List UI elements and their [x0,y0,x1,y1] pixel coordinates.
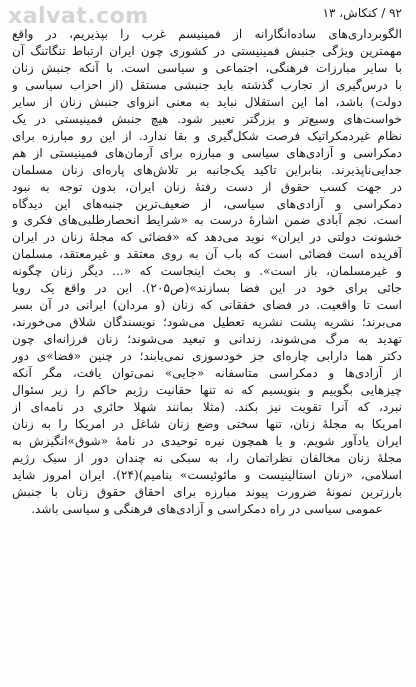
text-line: ایران یادآور شویم. و یا همچون نیره توحیدی در نامهٔ «شوق»انگیزش به [12,433,402,448]
running-head: ۹۲ / کنکاش، ۱۳ [322,6,402,20]
text-line: جائی برای خود در این فضا بسازند»(ص۲۰۵). این در واقع یک رویا [12,281,402,296]
text-line: است تا واقعیت. در فضای خفقانی که زنان (و مردان) ایرانی در آن بسر [12,298,402,313]
text-line: آفریده است فضائی است که باب آن به روی معتقد و غیرمعتقد، مسلمان [12,247,402,262]
text-line: دولت) باشد، اما این استقلال نباید به معنی انزوای جنبش زنان از سایر [12,94,402,109]
text-line: بارزترین نمونهٔ ضرورت پیوند مبارزه برای احقاق حقوق زنان با جنبش [12,484,402,499]
text-line: خواست‌های وسیع‌تر و بزرگتر تعبیر شود. هیچ جنبش فمینیستی در یک [12,111,402,126]
text-line: با سایر مبارزات فرهنگی، اجتماعی و سیاسی است. با آنکه جنبش زنان [12,60,402,75]
text-line: خشونت دولتی در ایران» نوید می‌دهد که «فضائی که مجلهٔ زنان در ایران [12,230,402,245]
text-line: است. نجم آبادی ضمن اشارهٔ درست به «شرایط انحصارطلبی‌های فکری و [12,213,402,228]
body-text [12,26,402,518]
text-line: نبرد، که آنرا تقویت نیز بکند. (مثلا بمانند شهلا حائری در نامه‌ای از [12,399,402,414]
text-line: می‌برند؛ نشریه پشت نشریه تعطیل می‌شود؛ نویسندگان شلاق می‌خورند، [12,315,402,330]
text-line: و غیرمسلمان، باز است». و بحث اینجاست که «... دیگر زنان چگونه [12,264,402,279]
text-line: اسلامی، «زنان استالینیست و مائوئیست» بنامیم)(۲۴). ایران امروز شاید [12,467,402,482]
text-line: عمومی سیاسی در راه دمکراسی و آزادی‌های فرهنگی و سیاسی باشد. [31,501,383,516]
text-line: دمکراسی و آزادی‌های سیاسی و مبارزه برای آرمان‌های فمینیستی از هم [12,145,402,160]
text-line: امریکا به مجلهٔ زنان، تنها سختی وضع زنان شاغل در امریکا را به زنان [12,416,402,431]
text-line: دمکراسی و آزادی‌های سیاسی، از ضعیف‌ترین جنبه‌های این دیدگاه [12,196,402,211]
text-line: نظام غیردمکراتیک فرصت شکل‌گیری و بقا ندارد. از این رو مبارزه برای [12,128,402,143]
text-line: جدایی‌ناپذیرند. بنابراین تاکید یک‌جانبه بر تلاش‌های پاره‌ای زنان مسلمان [12,162,402,177]
watermark: xalvat.com [8,4,149,29]
text-line: تهدید به مرگ می‌شوند، زندانی و تبعید می‌شوند؛ زنان فرزانه‌ای چون [12,332,402,347]
text-line: چیزهایی بگوییم و بنویسیم که نه تنها حقانیت رژیم حاکم را زیر سئوال [12,383,402,398]
text-line: دکتر هما دارابی چاره‌ای جز خودسوزی نمی‌یابند؛ در چنین «فضا»ی دور [12,349,402,364]
text-line: مجلهٔ زنان مخالفان نظراتمان را، به سبکی نه چندان دور از سبک رژیم [12,450,402,465]
text-line: از آزادی‌ها و دمکراسی متاسفانه «جایی» نمی‌توان یافت، مگر آنکه [12,366,402,381]
text-line: در جهت کسب حقوق از دست رفتهٔ زنان ایران، بدون توجه به نبود [12,179,402,194]
text-line: مهمترین ویژگی جنبش فمینیستی در کشوری چون ایران ارتباط تنگاتنگ آن [12,43,402,58]
text-line: با درس‌گیری از تجارب گذشته باید جنبشی مستقل (از احزاب سیاسی و [12,77,402,92]
text-line: الگوبرداری‌های ساده‌انگارانه از فمینیسم غرب را بپذیریم، در واقع [12,27,402,41]
